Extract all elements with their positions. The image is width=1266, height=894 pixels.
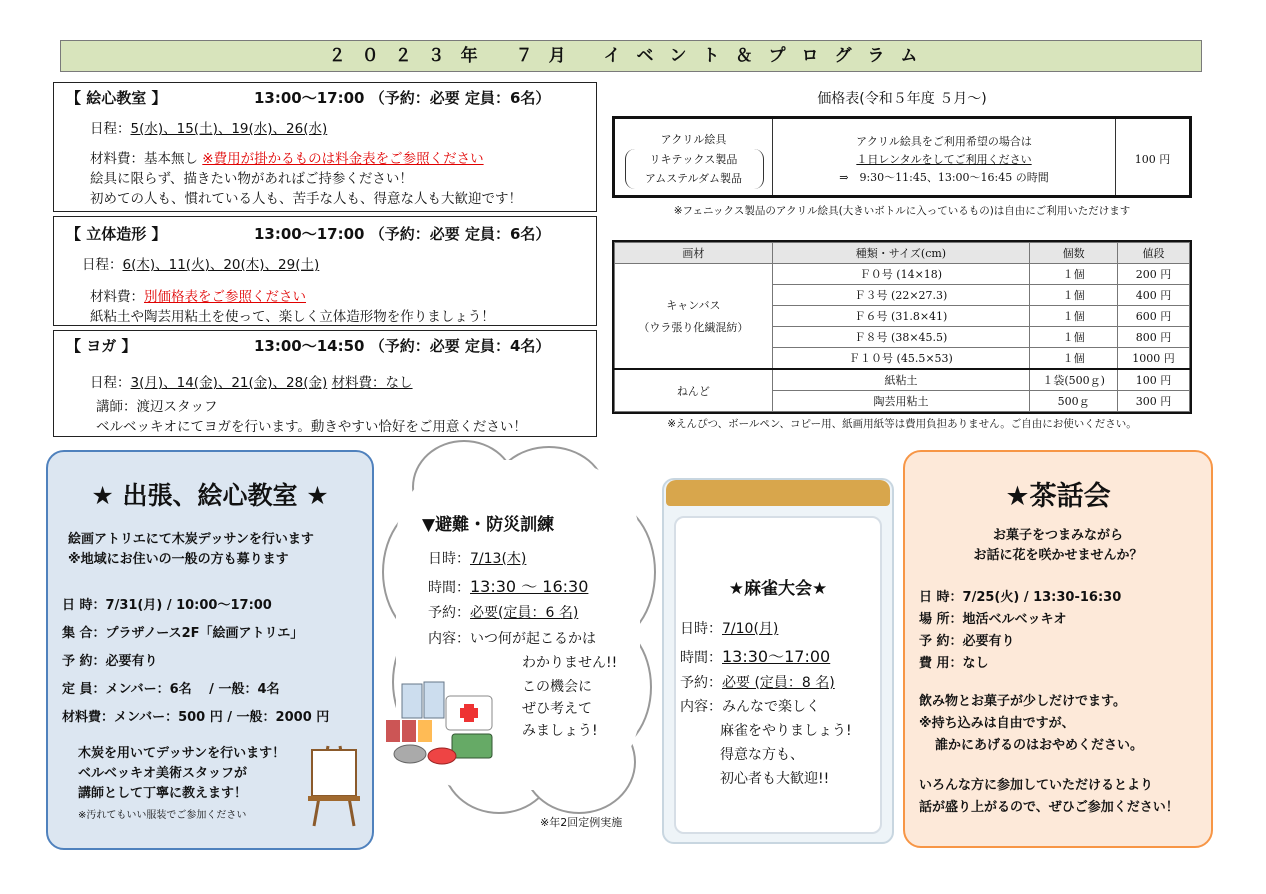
yoga-schedule: 3(月)、14(金)、21(金)、28(金) xyxy=(130,375,328,391)
canvas-price: 800 円 xyxy=(1118,327,1190,348)
outreach-d5: 材料費：メンバー：500 円 / 一般：2000 円 xyxy=(62,710,330,725)
table-row xyxy=(615,264,1190,285)
mahjong-date-label: 日時： xyxy=(680,621,722,637)
mahjong-content-label: 内容： xyxy=(680,699,722,715)
mahjong-c3: 得意な方も、 xyxy=(720,747,804,763)
e-class-materials-note: ※費用が掛かるものは料金表をご参照ください xyxy=(202,151,484,167)
acrylic-name: アクリル絵具 xyxy=(660,133,727,146)
sculpt-box xyxy=(53,216,597,326)
drill-title: ▼避難・防災訓練 xyxy=(422,515,555,535)
mahjong-c4: 初心者も大歓迎!! xyxy=(720,771,830,787)
tea-d1: 日 時：7/25(火) / 13:30-16:30 xyxy=(919,590,1122,605)
tea-card xyxy=(903,450,1213,848)
drill-c5: みましょう! xyxy=(522,723,598,739)
sculpt-line1: 紙粘土や陶芸用粘土を使って、楽しく立体造形物を作りましょう！ xyxy=(90,309,495,325)
drill-date-label: 日時： xyxy=(428,551,470,567)
mahjong-date: 7/10(月) xyxy=(722,621,779,637)
outreach-card xyxy=(46,450,374,850)
mahjong-time-label: 時間： xyxy=(680,650,722,666)
yoga-schedule-label: 日程： xyxy=(90,375,131,391)
drill-resv: 必要(定員：6 名) xyxy=(470,605,579,621)
th-kind: 種類・サイズ(cm) xyxy=(772,243,1030,264)
canvas-qty: １個 xyxy=(1030,285,1118,306)
th-material: 画材 xyxy=(615,243,773,264)
canvas-kind: Ｆ６号 (31.8×41) xyxy=(772,306,1030,327)
banner-title: ２０２３年 ７月 イベント＆プログラム xyxy=(328,46,934,66)
canvas-qty: １個 xyxy=(1030,306,1118,327)
e-class-schedule: 5(水)、15(土)、19(水)、26(水) xyxy=(130,121,328,137)
canvas-qty: １個 xyxy=(1030,327,1118,348)
e-class-title: 【 絵心教室 】 xyxy=(66,89,167,107)
e-class-line1: 絵具に限らず、描きたい物があればご持参ください！ xyxy=(90,171,413,187)
outreach-d1: 日 時：7/31(月) / 10:00～17:00 xyxy=(62,598,272,613)
drill-content-label: 内容： xyxy=(428,631,470,647)
canvas-qty: １個 xyxy=(1030,264,1118,285)
canvas-kind: Ｆ３号 (22×27.3) xyxy=(772,285,1030,306)
table-row xyxy=(615,369,1190,391)
drill-c3: この機会に xyxy=(522,679,592,695)
canvas-price: 400 円 xyxy=(1118,285,1190,306)
yoga-title: 【 ヨガ 】 xyxy=(66,337,137,355)
canvas-kind: Ｆ８号 (38×45.5) xyxy=(772,327,1030,348)
outreach-m3: 講師として丁寧に教えます！ xyxy=(78,786,248,801)
drill-c4: ぜひ考えて xyxy=(522,701,592,717)
tea-n2: ※持ち込みは自由ですが、 xyxy=(919,716,1075,731)
easel-icon xyxy=(304,742,364,828)
clay-qty: 500ｇ xyxy=(1030,391,1118,412)
drill-cloud xyxy=(382,440,652,828)
tea-n4: いろんな方に参加していただけるとより xyxy=(919,778,1154,793)
emergency-kit-icon xyxy=(382,676,512,766)
mahjong-resv: 必要 (定員：8 名) xyxy=(722,675,835,691)
clay-price: 100 円 xyxy=(1118,369,1190,391)
th-price: 値段 xyxy=(1118,243,1190,264)
tea-title: ★茶話会 xyxy=(1005,481,1111,512)
tea-d4: 費 用：なし xyxy=(919,656,989,671)
tea-n3: 誰かにあげるのはおやめください。 xyxy=(935,738,1144,753)
acrylic-price: 100 円 xyxy=(1134,153,1171,166)
sculpt-title: 【 立体造形 】 xyxy=(66,225,167,243)
e-class-line2: 初めての人も、慣れている人も、苦手な人も、得意な人も大歓迎です！ xyxy=(90,191,522,207)
th-qty: 個数 xyxy=(1030,243,1118,264)
outreach-note: ※汚れてもいい服装でご参加ください xyxy=(78,810,247,821)
canvas-price: 1000 円 xyxy=(1118,348,1190,370)
acrylic-desc2: １日レンタルをしてご利用ください xyxy=(856,153,1032,166)
drill-c2: わかりません!! xyxy=(522,655,618,671)
drill-date: 7/13(木) xyxy=(470,551,527,567)
sculpt-materials-label: 材料費： xyxy=(90,289,144,305)
mahjong-title: ★麻雀大会★ xyxy=(728,579,828,599)
mahjong-resv-label: 予約： xyxy=(680,675,722,691)
page-title-banner xyxy=(60,40,1202,72)
e-class-time: 13:00～17:00 （予約：必要 定員：6名） xyxy=(254,89,551,107)
canvas-kind: Ｆ０号 (14×18) xyxy=(772,264,1030,285)
clay-kind: 陶芸用粘土 xyxy=(772,391,1030,412)
acrylic-sub2: アムステルダム製品 xyxy=(644,172,743,185)
yoga-time: 13:00～14:50 （予約：必要 定員：4名） xyxy=(254,337,551,355)
acrylic-sub1: リキテックス製品 xyxy=(649,153,738,166)
canvas-qty: １個 xyxy=(1030,348,1118,370)
drill-time-label: 時間： xyxy=(428,580,470,596)
outreach-intro2: ※地域にお住いの一般の方も募ります xyxy=(68,552,289,567)
acrylic-desc1: アクリル絵具をご利用希望の場合は xyxy=(856,135,1032,148)
drill-time: 13:30 ～ 16:30 xyxy=(470,577,589,596)
clay-qty: １袋(500ｇ) xyxy=(1030,369,1118,391)
drill-resv-label: 予約： xyxy=(428,605,470,621)
tea-d3: 予 約：必要有り xyxy=(919,634,1015,649)
tea-sub1: お菓子をつまみながら xyxy=(992,528,1123,543)
material-price-table xyxy=(612,240,1192,414)
yoga-materials: 材料費：なし xyxy=(331,375,413,391)
e-class-box xyxy=(53,82,597,212)
outreach-d2: 集 合：プラザノース2F「絵画アトリエ」 xyxy=(62,626,304,641)
tea-sub2: お話に花を咲かせませんか？ xyxy=(973,548,1143,563)
sculpt-time: 13:00～17:00 （予約：必要 定員：6名） xyxy=(254,225,551,243)
clay-price: 300 円 xyxy=(1118,391,1190,412)
price-note2: ※えんぴつ、ボールペン、コピー用、紙画用紙等は費用負担ありません。ご自由にお使いください。 xyxy=(667,418,1137,430)
outreach-m1: 木炭を用いてデッサンを行います！ xyxy=(78,746,286,761)
mahjong-c1: みんなで楽しく xyxy=(722,699,820,715)
sculpt-materials-note: 別価格表をご参照ください xyxy=(144,289,306,305)
acrylic-box xyxy=(612,116,1192,198)
drill-c1: いつ何が起こるかは xyxy=(470,631,596,647)
yoga-instructor: 講師：渡辺スタッフ xyxy=(96,399,218,415)
mahjong-time: 13:30～17:00 xyxy=(722,647,831,666)
outreach-intro1: 絵画アトリエにて木炭デッサンを行います xyxy=(68,532,314,547)
e-class-materials-label: 材料費：基本無し xyxy=(90,151,198,167)
yoga-box xyxy=(53,330,597,437)
price-title: 価格表(令和５年度 ５月～) xyxy=(817,91,987,107)
canvas-price: 600 円 xyxy=(1118,306,1190,327)
drill-note: ※年2回定例実施 xyxy=(540,816,623,829)
price-note1: ※フェニックス製品のアクリル絵具(大きいボトルに入っているもの)は自由にご利用いただけます xyxy=(673,205,1131,217)
e-class-schedule-label: 日程： xyxy=(90,121,131,137)
yoga-line1: ベルベッキオにてヨガを行います。動きやすい恰好をご用意ください！ xyxy=(96,419,527,435)
canvas-label2: （ウラ張り化繊混紡） xyxy=(638,321,749,334)
acrylic-desc3: ⇒ 9:30～11:45、13:00～16:45 の時間 xyxy=(839,171,1049,184)
clay-kind: 紙粘土 xyxy=(772,369,1030,391)
outreach-title: ★ 出張、絵心教室 ★ xyxy=(91,481,329,510)
mahjong-c2: 麻雀をやりましょう! xyxy=(720,723,852,739)
clay-label: ねんど xyxy=(615,369,773,412)
outreach-d4: 定 員：メンバー：6名 / 一般：4名 xyxy=(62,682,280,697)
canvas-price: 200 円 xyxy=(1118,264,1190,285)
tea-n5: 話が盛り上がるので、ぜひご参加ください！ xyxy=(919,800,1179,815)
tea-n1: 飲み物とお菓子が少しだけでます。 xyxy=(919,694,1126,709)
outreach-d3: 予 約：必要有り xyxy=(62,654,158,669)
sculpt-schedule: 6(木)、11(火)、20(木)、29(土) xyxy=(122,257,320,273)
canvas-label xyxy=(615,264,773,370)
canvas-kind: Ｆ１０号 (45.5×53) xyxy=(772,348,1030,370)
sculpt-schedule-label: 日程： xyxy=(82,257,123,273)
canvas-label1: キャンバス xyxy=(666,299,721,312)
mahjong-card xyxy=(660,478,896,848)
outreach-m2: ベルベッキオ美術スタッフが xyxy=(78,766,248,781)
tea-d2: 場 所：地活ベルベッキオ xyxy=(919,612,1067,627)
